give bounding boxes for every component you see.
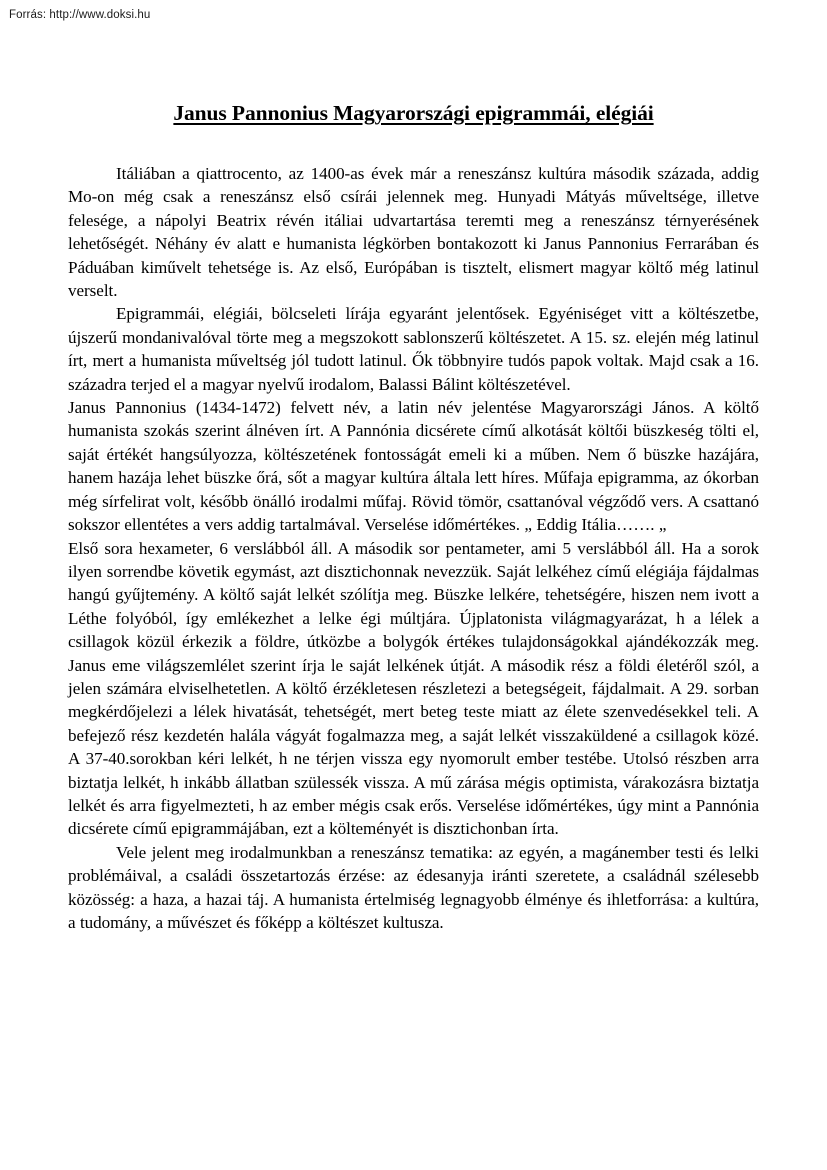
paragraph-4: Első sora hexameter, 6 verslábból áll. A második sor pentameter, ami 5 verslábból áll. Ha a sorok ilyen sorrendbe követik egymást, azt disztichonnak nevezzük. Saját lelkéhez című elégiája fájdalmas hangú gyűjtemény. A költő saját lelkét szólítja meg. Büszke lelkére, tehetségére, hiszen nem ivott a Léthe folyóból, így emlékezhet a lelke égi múltjára. Újplatonista világmagyarázat, h a lélek a csillagok közül érkezik a földre, útközbe a bolygók értékes tulajdonságokkal ajándékozzák meg. Janus eme világszemlélet szerint írja le saját lelkének útját. A második rész a földi életéről szól, a jelen számára elviselhetetlen. A költő érzékletesen részletezi a betegségeit, fájdalmait. A 29. sorban megkérdőjelezi a lélek hivatását, tehetségét, mert beteg teste miatt az élete szenvedésekkel teli. A befejező rész kezdetén halála vágyát fogalmazza meg, a saját lelkét visszaküldené a csillagok közé. A 37-40.sorokban kéri lelkét, h ne térjen vissza egy nyomorult ember testébe. Utolsó részben arra biztatja lelkét, h inkább állatban szülessék vissza. A mű zárása mégis optimista, várakozásra biztatja lelkét és arra figyelmezteti, h az ember mégis csak erős. Verselése időmértékes, úgy mint a Pannónia dicsérete című epigrammájában, ezt a költeményét is disztichonban írta. (68, 538, 759, 839)
document-body (68, 162, 759, 934)
paragraph-2: Epigrammái, elégiái, bölcseleti lírája egyaránt jelentősek. Egyéniséget vitt a költészetbe, újszerű mondanivalóval törte meg a megszokott sablonszerű költészetet. A 15. sz. elején még latinul írt, mert a humanista műveltség jól tudott latinul. Ők többnyire tudós papok voltak. Majd csak a 16. századra terjed el a magyar nyelvű irodalom, Balassi Bálint költészetével. (68, 304, 759, 394)
page-title: Janus Pannonius Magyarországi epigrammái, elégiái (173, 101, 654, 125)
source-url-header: Forrás: http://www.doksi.hu (9, 9, 151, 21)
paragraph-5: Vele jelent meg irodalmunkban a reneszánsz tematika: az egyén, a magánember testi és lelki problémáival, a családi összetartozás érzése: az édesanyja iránti szeretete, a családnál szélesebb közösség: a haza, a hazai táj. A humanista értelmiség legnagyobb élménye és ihletforrása: a kultúra, a tudomány, a művészet és főképp a költészet kultusza. (68, 842, 759, 932)
paragraph-3: Janus Pannonius (1434-1472) felvett név, a latin név jelentése Magyarországi János. A költő humanista szokás szerint álnéven írt. A Pannónia dicsérete című alkotását költői büszkeség tölti el, saját értékét hangsúlyozza, költészetének fontosságát emeli ki a műben. Nem ő büszke hazájára, hanem hazája lehet büszke őrá, sőt a magyar kultúra általa lett híres. Műfaja epigramma, az ókorban még sírfelirat volt, később önálló irodalmi műfaj. Rövid tömör, csattanóval végződő vers. A csattanó sokszor ellentétes a vers addig tartalmával. Verselése időmértékes. „ Eddig Itália……. „ (68, 398, 759, 535)
paragraph-1: Itáliában a qiattrocento, az 1400-as évek már a reneszánsz kultúra második százada, addig Mo-on még csak a reneszánsz első csírái jelennek meg. Hunyadi Mátyás műveltsége, illetve felesége, a nápolyi Beatrix révén itáliai udvartartása teremti meg a reneszánsz térnyerésének lehetőségét. Néhány év alatt e humanista légkörben bontakozott ki Janus Pannonius Ferrarában és Páduában kiművelt tehetsége is. Az első, Európában is tisztelt, elismert magyar költő még latinul verselt. (68, 164, 759, 301)
